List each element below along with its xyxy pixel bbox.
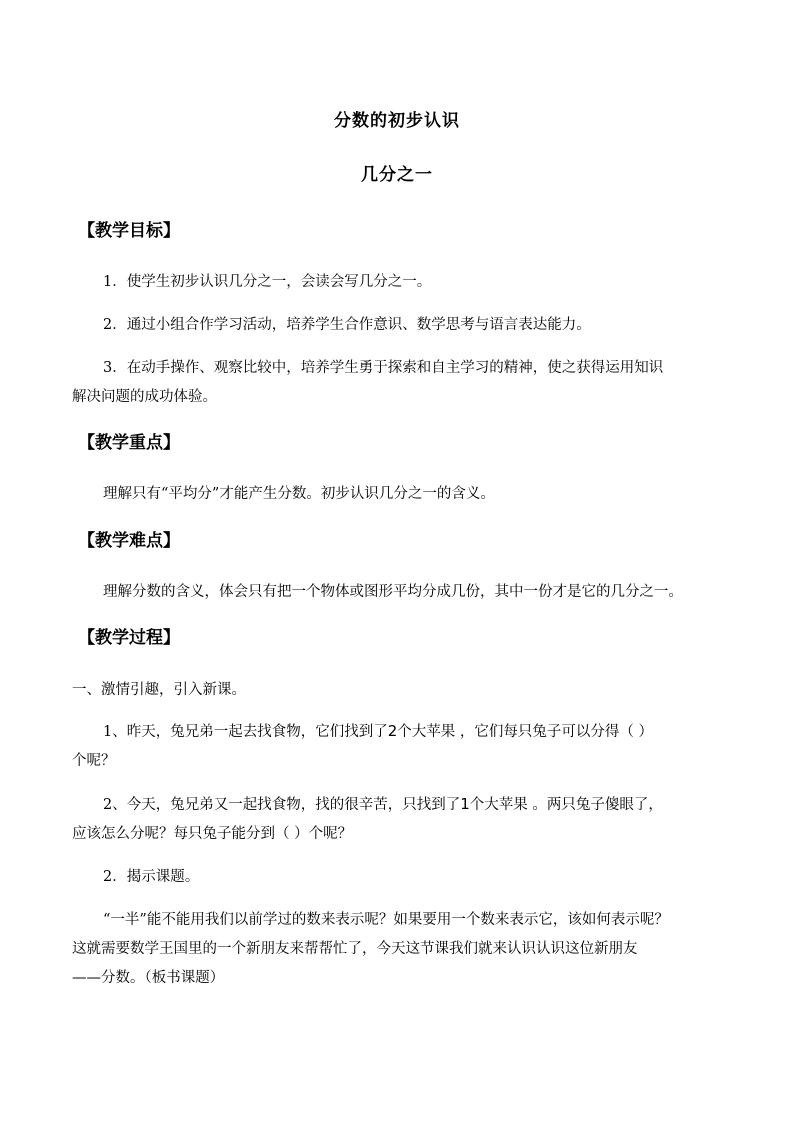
difficulties-text: 理解分数的含义，体会只有把一个物体或图形平均分成几份，其中一份才是它的几分之一。: [103, 584, 683, 600]
intro-paragraph-line-3: ——分数。（板书课题）: [72, 970, 225, 986]
question-1-line: [103, 720, 653, 741]
question-1-number: 2: [387, 722, 398, 740]
objective-item-3-continued: 解决问题的成功体验。: [72, 389, 217, 405]
difficulties-heading: 【教学难点】: [78, 531, 180, 551]
reveal-topic: 2．揭示课题。: [103, 869, 200, 885]
intro-paragraph-line-2: 这就需要数学王国里的一个新朋友来帮帮忙了，今天这节课我们就来认识认识这位新朋友: [72, 941, 638, 957]
process-section-1: 一、激情引趣，引入新课。: [72, 682, 246, 698]
question-2-text-b: 个大苹果 。两只兔子傻眼了，: [469, 797, 663, 813]
question-2-line: [103, 793, 663, 814]
question-2-text-a: 2、今天，兔兄弟又一起找食物，找的很辛苦，只找到了: [103, 797, 461, 813]
question-2-number: 1: [460, 795, 470, 813]
question-1-text-a: 1、昨天，兔兄弟一起去找食物，它们找到了: [103, 724, 388, 740]
document-subtitle: 几分之一: [361, 165, 433, 185]
objective-item-1: 1．使学生初步认识几分之一，会读会写几分之一。: [103, 274, 432, 290]
intro-paragraph-line-1: “一半”能不能用我们以前学过的数来表示呢？如果要用一个数来表示它，该如何表示呢？: [103, 912, 669, 928]
question-2-continued: 应该怎么分呢？每只兔子能分到（ ）个呢？: [72, 826, 353, 842]
objectives-heading: 【教学目标】: [78, 221, 180, 241]
process-heading: 【教学过程】: [78, 628, 180, 648]
question-1-continued: 个呢？: [72, 753, 116, 769]
key-points-text: 理解只有“平均分”才能产生分数。初步认识几分之一的含义。: [103, 486, 495, 502]
key-points-heading: 【教学重点】: [78, 433, 180, 453]
objective-item-2: 2．通过小组合作学习活动，培养学生合作意识、数学思考与语言表达能力。: [103, 317, 591, 333]
objective-item-3: 3．在动手操作、观察比较中，培养学生勇于探索和自主学习的精神，使之获得运用知识: [103, 360, 664, 376]
question-1-text-b: 个大苹果 ，它们每只兔子可以分得（ ）: [397, 724, 653, 740]
document-title: 分数的初步认识: [334, 111, 460, 131]
